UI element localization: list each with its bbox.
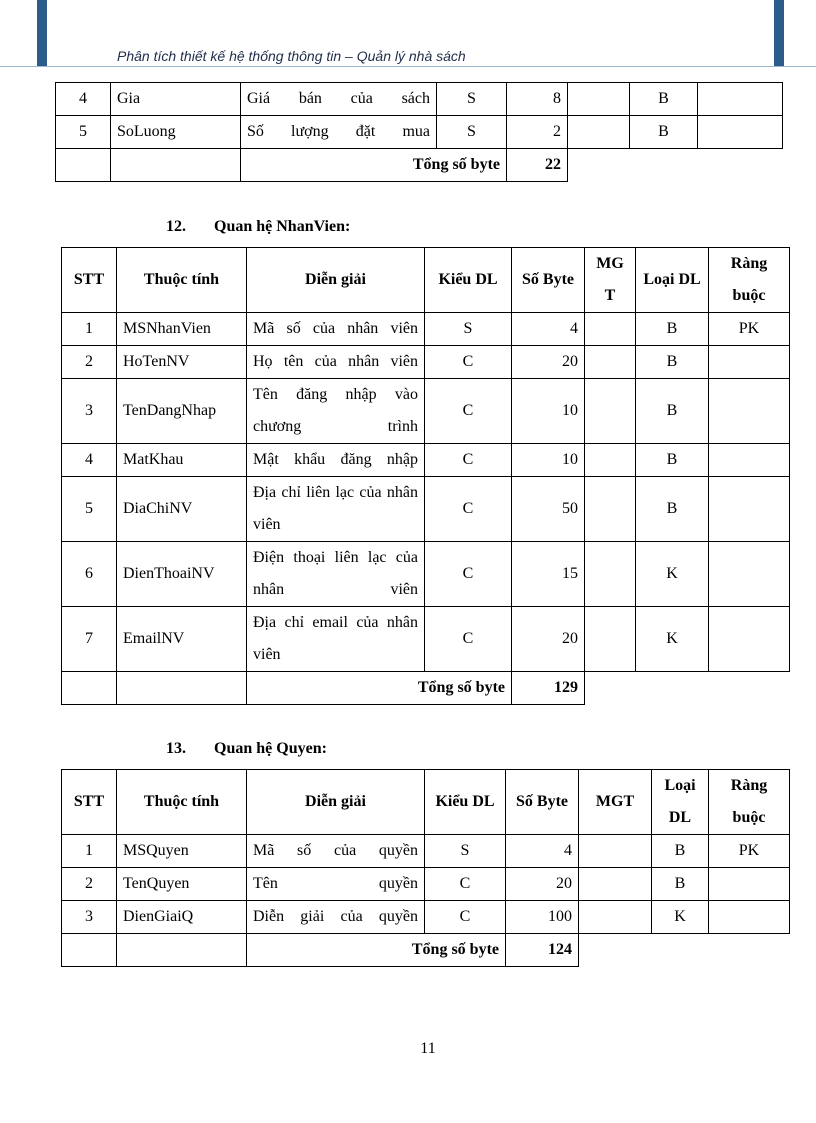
cell-mgt (579, 901, 652, 934)
total-row (62, 672, 790, 705)
cell-bytes: 20 (512, 607, 585, 672)
cell-bytes: 2 (507, 116, 568, 149)
header-right-accent-bar (774, 0, 784, 66)
cell-stt: 1 (62, 313, 117, 346)
cell-attribute: MSNhanVien (117, 313, 247, 346)
table-continued (55, 82, 783, 182)
header-attr: Thuộc tính (117, 248, 247, 313)
cell-description: Điện thoại liên lạc của nhân viên (247, 542, 425, 607)
cell-bytes: 20 (512, 346, 585, 379)
cell-stt: 3 (62, 379, 117, 444)
header-stt: STT (62, 248, 117, 313)
cell-bytes: 4 (512, 313, 585, 346)
cell-loai: B (636, 477, 709, 542)
cell-data-type: C (425, 607, 512, 672)
section-12-number: 12. (166, 218, 186, 235)
cell-attribute: DienGiaiQ (117, 901, 247, 934)
cell-mgt (585, 607, 636, 672)
table-row (62, 444, 790, 477)
cell-attribute: DienThoaiNV (117, 542, 247, 607)
table-header-row (62, 248, 790, 313)
cell-constraint: PK (709, 313, 790, 346)
cell-constraint (709, 477, 790, 542)
table-nhanvien (61, 247, 790, 705)
cell-loai: K (636, 542, 709, 607)
header-bytes: Số Byte (512, 248, 585, 313)
cell-bytes: 8 (507, 83, 568, 116)
table-header-row (62, 770, 790, 835)
section-13-heading (166, 740, 327, 758)
cell-bytes: 50 (512, 477, 585, 542)
running-header: Phân tích thiết kế hệ thống thông tin – Quản lý nhà sách (117, 48, 466, 64)
total-empty-cell (111, 149, 241, 182)
cell-mgt (568, 116, 630, 149)
cell-description: Số lượng đặt mua (241, 116, 437, 149)
table-row (62, 901, 790, 934)
cell-description: Mật khẩu đăng nhập (247, 444, 425, 477)
total-row (56, 149, 783, 182)
section-12-title: Quan hệ NhanVien: (214, 218, 351, 235)
total-empty-cell (117, 934, 247, 967)
header-type: Kiểu DL (425, 770, 506, 835)
table-row (56, 116, 783, 149)
cell-stt: 4 (56, 83, 111, 116)
section-13-title: Quan hệ Quyen: (214, 740, 327, 757)
cell-attribute: EmailNV (117, 607, 247, 672)
header-attr: Thuộc tính (117, 770, 247, 835)
cell-data-type: S (437, 83, 507, 116)
cell-stt: 5 (62, 477, 117, 542)
cell-bytes: 4 (506, 835, 579, 868)
cell-description: Địa chỉ liên lạc của nhân viên (247, 477, 425, 542)
cell-attribute: TenQuyen (117, 868, 247, 901)
cell-bytes: 15 (512, 542, 585, 607)
header-stt: STT (62, 770, 117, 835)
total-empty-cell (62, 934, 117, 967)
cell-mgt (579, 835, 652, 868)
table-quyen (61, 769, 790, 967)
cell-loai: B (652, 868, 709, 901)
header-loai: Loại DL (652, 770, 709, 835)
cell-stt: 4 (62, 444, 117, 477)
cell-mgt (585, 346, 636, 379)
header-mgt: MG T (585, 248, 636, 313)
section-12-heading (166, 218, 350, 236)
table-row (62, 542, 790, 607)
cell-bytes: 100 (506, 901, 579, 934)
total-label: Tổng số byte (247, 672, 512, 705)
cell-stt: 5 (56, 116, 111, 149)
cell-data-type: S (425, 835, 506, 868)
table-row (62, 477, 790, 542)
cell-data-type: C (425, 444, 512, 477)
cell-attribute: TenDangNhap (117, 379, 247, 444)
cell-attribute: MSQuyen (117, 835, 247, 868)
cell-data-type: C (425, 346, 512, 379)
cell-constraint (709, 379, 790, 444)
total-row (62, 934, 790, 967)
cell-constraint (709, 868, 790, 901)
cell-attribute: MatKhau (117, 444, 247, 477)
table-row (62, 607, 790, 672)
cell-attribute: DiaChiNV (117, 477, 247, 542)
cell-mgt (585, 379, 636, 444)
cell-constraint (709, 542, 790, 607)
cell-loai: B (636, 444, 709, 477)
cell-description: Tên đăng nhập vào chương trình (247, 379, 425, 444)
total-value: 124 (506, 934, 579, 967)
cell-data-type: C (425, 477, 512, 542)
cell-data-type: S (437, 116, 507, 149)
cell-attribute: HoTenNV (117, 346, 247, 379)
cell-data-type: C (425, 542, 512, 607)
cell-constraint (709, 444, 790, 477)
header-rang-buoc: Ràng buộc (709, 248, 790, 313)
table-row (62, 313, 790, 346)
total-label: Tổng số byte (241, 149, 507, 182)
total-empty-cell (117, 672, 247, 705)
cell-constraint (709, 346, 790, 379)
cell-bytes: 10 (512, 444, 585, 477)
cell-description: Địa chỉ email của nhân viên (247, 607, 425, 672)
cell-stt: 2 (62, 346, 117, 379)
cell-constraint (698, 116, 783, 149)
cell-loai: B (652, 835, 709, 868)
cell-stt: 3 (62, 901, 117, 934)
cell-description: Họ tên của nhân viên (247, 346, 425, 379)
cell-loai: B (636, 313, 709, 346)
cell-data-type: S (425, 313, 512, 346)
cell-description: Tên quyền (247, 868, 425, 901)
cell-constraint (698, 83, 783, 116)
header-type: Kiểu DL (425, 248, 512, 313)
cell-description: Diễn giải của quyền (247, 901, 425, 934)
cell-loai: K (636, 607, 709, 672)
header-bytes: Số Byte (506, 770, 579, 835)
page-number: 11 (420, 1040, 436, 1057)
cell-loai: B (636, 346, 709, 379)
cell-stt: 7 (62, 607, 117, 672)
cell-stt: 2 (62, 868, 117, 901)
total-value: 129 (512, 672, 585, 705)
table-row (62, 346, 790, 379)
cell-mgt (585, 313, 636, 346)
cell-mgt (585, 542, 636, 607)
header-divider (0, 66, 816, 67)
cell-mgt (585, 477, 636, 542)
cell-bytes: 20 (506, 868, 579, 901)
header-loai: Loại DL (636, 248, 709, 313)
header-left-accent-bar (37, 0, 47, 66)
cell-loai: K (652, 901, 709, 934)
total-value: 22 (507, 149, 568, 182)
cell-data-type: C (425, 901, 506, 934)
header-rang-buoc: Ràng buộc (709, 770, 790, 835)
cell-loai: B (630, 116, 698, 149)
cell-loai: B (636, 379, 709, 444)
table-row (62, 868, 790, 901)
cell-stt: 1 (62, 835, 117, 868)
cell-bytes: 10 (512, 379, 585, 444)
cell-constraint: PK (709, 835, 790, 868)
total-empty-cell (62, 672, 117, 705)
cell-mgt (585, 444, 636, 477)
cell-mgt (579, 868, 652, 901)
header-mgt: MGT (579, 770, 652, 835)
cell-stt: 6 (62, 542, 117, 607)
cell-constraint (709, 607, 790, 672)
cell-description: Mã số của nhân viên (247, 313, 425, 346)
section-13-number: 13. (166, 740, 186, 757)
total-empty-cell (56, 149, 111, 182)
table-row (56, 83, 783, 116)
cell-mgt (568, 83, 630, 116)
cell-description: Giá bán của sách (241, 83, 437, 116)
header-desc: Diễn giải (247, 770, 425, 835)
cell-attribute: SoLuong (111, 116, 241, 149)
total-label: Tổng số byte (247, 934, 506, 967)
header-desc: Diễn giải (247, 248, 425, 313)
table-row (62, 379, 790, 444)
cell-loai: B (630, 83, 698, 116)
table-row (62, 835, 790, 868)
cell-attribute: Gia (111, 83, 241, 116)
cell-description: Mã số của quyền (247, 835, 425, 868)
cell-data-type: C (425, 379, 512, 444)
cell-constraint (709, 901, 790, 934)
cell-data-type: C (425, 868, 506, 901)
